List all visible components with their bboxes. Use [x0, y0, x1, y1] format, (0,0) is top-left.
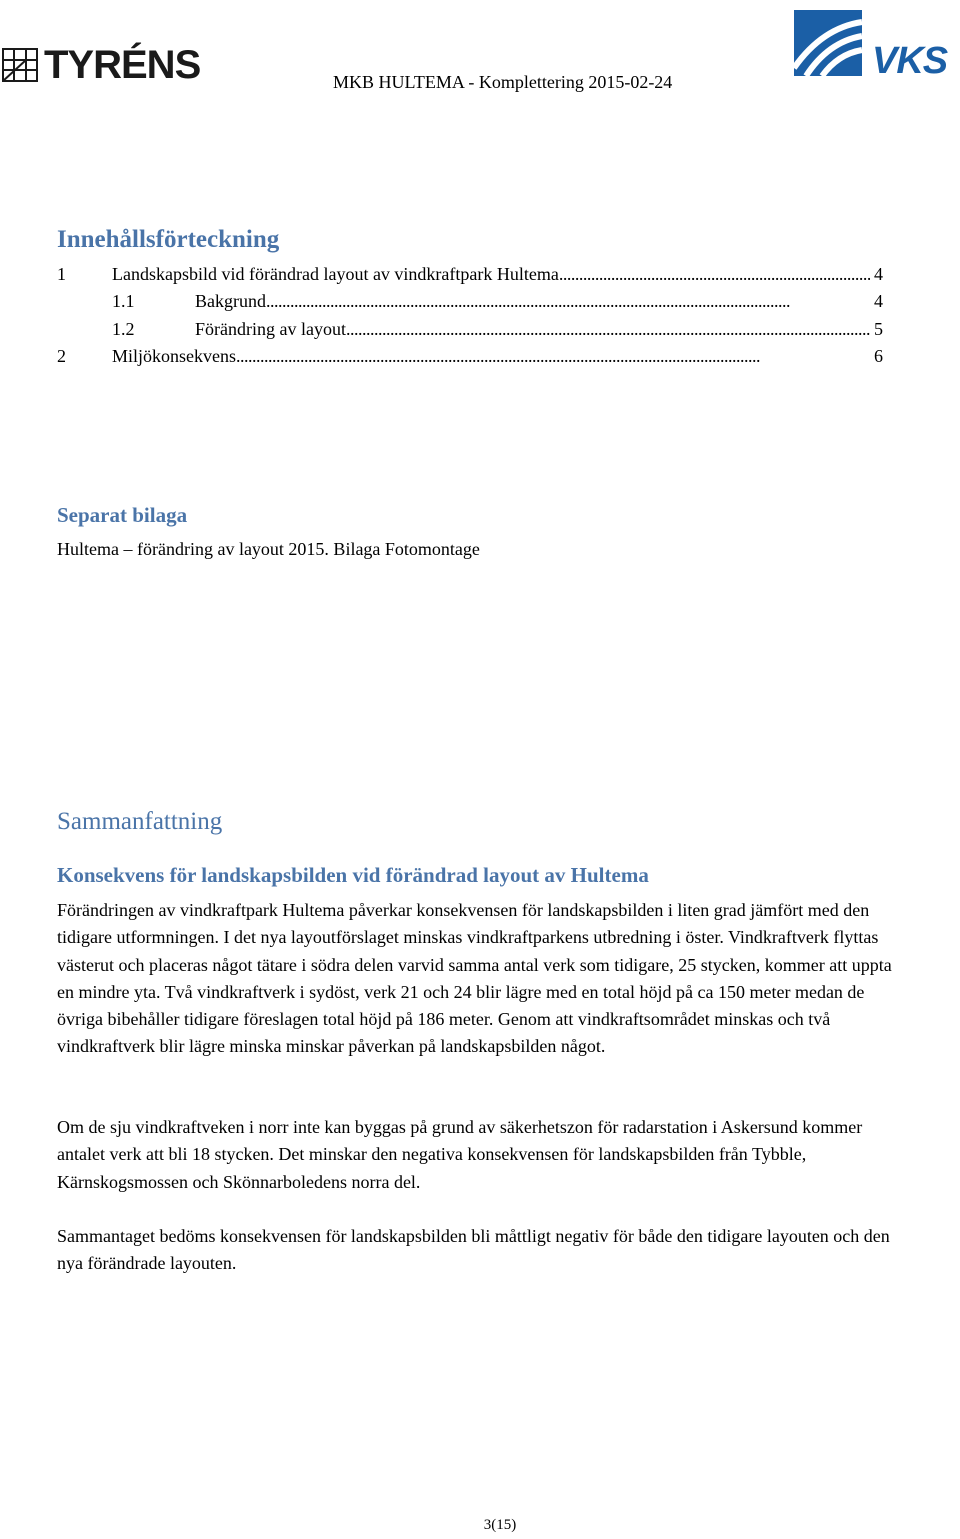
toc-entry-text: Förändring av layout — [195, 318, 346, 339]
tyrens-logo — [2, 44, 202, 86]
summary-paragraph: Förändringen av vindkraftpark Hultema påverkar konsekvensen för landskapsbilden i liten grad jämfört med den tidigare utformningen. I det nya layoutförslaget minskas vindkraftparkens utbredning i öster. Vindkraftverk flyttas västerut och placeras något tätare i södra delen varvid samma antal verk som tidigare, 25 stycken, kommer att uppta en mindre yta. Två vindkraftverk i sydöst, verk 21 och 24 blir lägre med en total höjd på ca 150 meter medan de övriga bibehåller tidigare föreslagen total höjd på 186 meter. Genom att vindkraftsområdet minskas och två vindkraftverk blir lägre minska minskar påverkan på landskapsbilden något. — [57, 900, 892, 1057]
toc-entry[interactable] — [57, 346, 883, 373]
toc-entry-text: Miljökonsekvens — [112, 345, 236, 366]
toc-entry-number: 1 — [57, 264, 66, 284]
toc-entry-text: Landskapsbild vid förändrad layout av vindkraftpark Hultema — [112, 264, 559, 284]
vks-swoosh-icon — [792, 8, 864, 80]
tyrens-grid-icon — [2, 48, 38, 82]
tyrens-logo-text: TYRÉNS — [44, 43, 201, 87]
document-header-title: MKB HULTEMA - Komplettering 2015-02-24 — [333, 72, 673, 92]
summary-subheading: Konsekvens för landskapsbilden vid förändrad layout av Hultema — [57, 863, 649, 887]
toc-entry-page: 6 — [874, 345, 883, 366]
summary-paragraph: Sammantaget bedöms konsekvensen för landskapsbilden bli måttligt negativ för både den tidigare layouten och den nya förändrade layouten. — [57, 1226, 890, 1274]
toc-entry-text: Bakgrund — [195, 291, 266, 312]
page-number: 3(15) — [483, 1517, 517, 1533]
table-of-contents — [57, 264, 883, 373]
toc-heading: Innehållsförteckning — [57, 226, 280, 253]
toc-entry-number: 1.1 — [112, 291, 135, 312]
summary-heading: Sammanfattning — [57, 808, 223, 835]
toc-entry-page: 4 — [874, 291, 883, 312]
vks-logo-text: VKS — [872, 40, 948, 82]
toc-entry-number: 1.2 — [112, 318, 135, 339]
toc-entry-page: 4 — [874, 264, 883, 284]
toc-entry[interactable] — [57, 291, 883, 318]
toc-leader-dots — [346, 319, 870, 340]
toc-entry[interactable] — [57, 264, 883, 291]
summary-paragraph: Om de sju vindkraftveken i norr inte kan byggas på grund av säkerhetszon för radarstation i Askersund kommer antalet verk att bli 18 stycken. Det minskar den negativa konsekvensen för landskapsbilden från Tybble, Kärnskogsmossen och Skönnarboledens norra del. — [57, 1117, 863, 1192]
vks-logo — [792, 8, 956, 80]
bilaga-heading: Separat bilaga — [57, 503, 188, 527]
toc-entry-page: 5 — [874, 318, 883, 339]
toc-leader-dots — [266, 291, 870, 312]
toc-leader-dots — [559, 264, 870, 285]
toc-entry-number: 2 — [57, 345, 66, 366]
toc-entry[interactable] — [57, 319, 883, 346]
bilaga-text: Hultema – förändring av layout 2015. Bilaga Fotomontage — [57, 539, 480, 559]
toc-leader-dots — [236, 346, 870, 367]
